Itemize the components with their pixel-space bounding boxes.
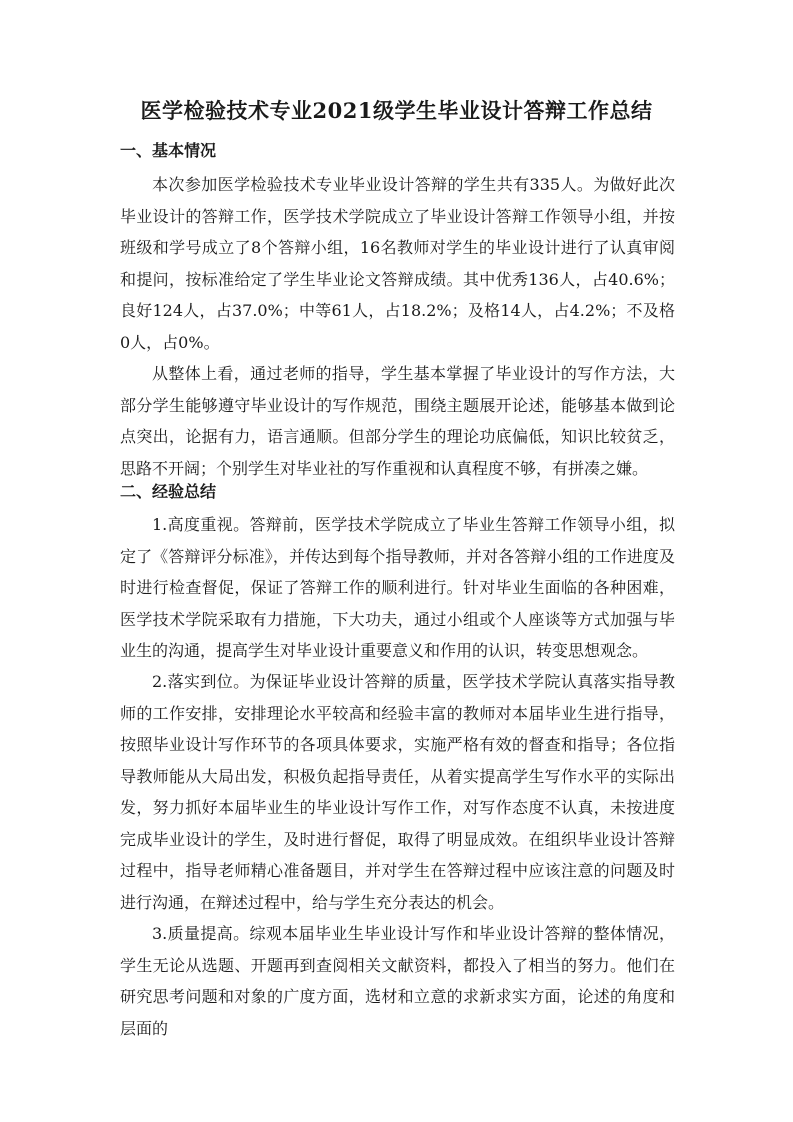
paragraph-basic-situation-1: 本次参加医学检验技术专业毕业设计答辩的学生共有335人。为做好此次毕业设计的答辩工作，医学技术学院成立了毕业设计答辩工作领导小组，并按班级和学号成立了8个答辩小组，16名教师对学生的毕业设计进行了认真审阅和提问，按标准给定了学生毕业论文答辩成绩。其中优秀136人，占40.6%；良好124人，占37.0%；中等61人，占18.2%；及格14人，占4.2%；不及格0人，占0%。 [120, 175, 675, 352]
paragraph-basic-situation-2: 从整体上看，通过老师的指导，学生基本掌握了毕业设计的写作方法，大部分学生能够遵守毕业设计的写作规范，围绕主题展开论述，能够基本做到论点突出，论据有力，语言通顺。但部分学生的理论功底偏低，知识比较贫乏，思路不开阔；个别学生对毕业社的写作重视和认真程度不够，有拼凑之嫌。 [120, 364, 675, 478]
paragraph-experience-3: 3.质量提高。综观本届毕业生毕业设计写作和毕业设计答辩的整体情况，学生无论从选题、开题再到查阅相关文献资料，都投入了相当的努力。他们在研究思考问题和对象的广度方面，选材和立意的求新求实方面，论述的角度和层面的 [120, 924, 675, 1038]
document-title: 医学检验技术专业2021级学生毕业设计答辩工作总结 [140, 98, 653, 123]
section-heading-basic-situation: 一、基本情况 [120, 141, 217, 160]
section-heading-experience-summary: 二、经验总结 [120, 482, 217, 501]
paragraph-experience-1: 1.高度重视。答辩前，医学技术学院成立了毕业生答辩工作领导小组，拟定了《答辩评分标准》，并传达到每个指导教师，并对各答辩小组的工作进度及时进行检查督促，保证了答辩工作的顺利进行。针对毕业生面临的各种困难，医学技术学院采取有力措施，下大功夫，通过小组或个人座谈等方式加强与毕业生的沟通，提高学生对毕业设计重要意义和作用的认识，转变思想观念。 [120, 515, 675, 660]
paragraph-experience-2: 2.落实到位。为保证毕业设计答辩的质量，医学技术学院认真落实指导教师的工作安排，安排理论水平较高和经验丰富的教师对本届毕业生进行指导，按照毕业设计写作环节的各项具体要求，实施严格有效的督查和指导；各位指导教师能从大局出发，积极负起指导责任，从着实提高学生写作水平的实际出发，努力抓好本届毕业生的毕业设计写作工作，对写作态度不认真，未按进度完成毕业设计的学生，及时进行督促，取得了明显成效。在组织毕业设计答辩过程中，指导老师精心准备题目，并对学生在答辩过程中应该注意的问题及时进行沟通，在辩述过程中，给与学生充分表达的机会。 [120, 672, 675, 912]
